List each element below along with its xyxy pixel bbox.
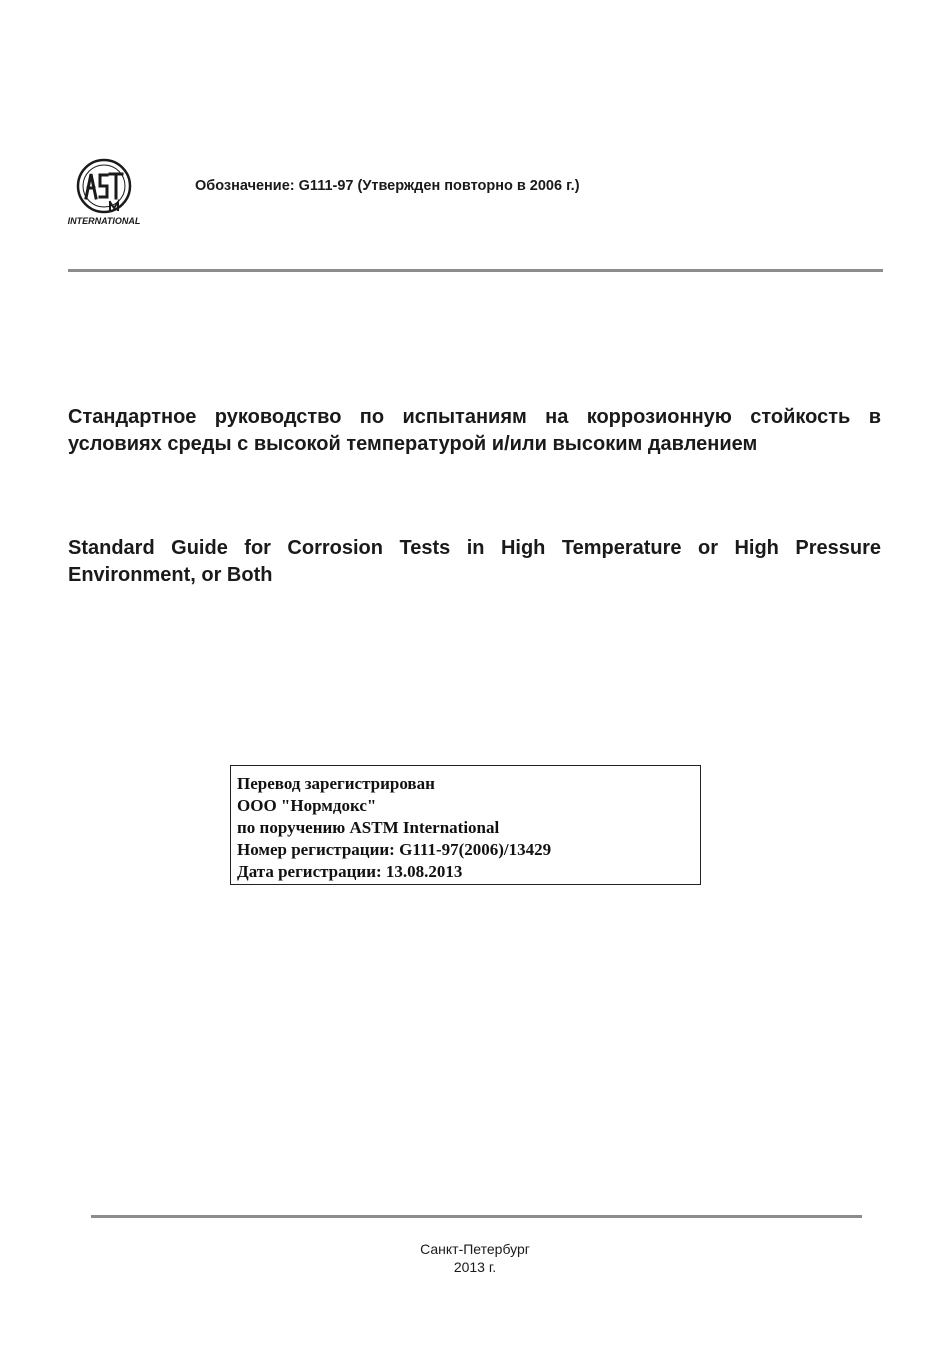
title-english bbox=[68, 535, 881, 589]
astm-logo-icon bbox=[64, 158, 144, 228]
registration-company: ООО "Нормдокс" bbox=[237, 796, 377, 815]
title-english-line-1: Standard Guide for Corrosion Tests in High Temperature or High Pressure bbox=[68, 537, 881, 559]
footer-year: 2013 г. bbox=[453, 1259, 497, 1275]
logo-text: INTERNATIONAL bbox=[67, 216, 141, 226]
title-russian bbox=[68, 404, 881, 458]
top-divider bbox=[68, 269, 883, 272]
document-designation: Обозначение: G111-97 (Утвержден повторно в 2006 г.) bbox=[195, 178, 580, 194]
title-russian-line-1: Стандартное руководство по испытаниям на коррозионную стойкость в bbox=[68, 406, 881, 428]
bottom-divider bbox=[91, 1215, 862, 1218]
astm-logo bbox=[64, 158, 144, 228]
registration-box bbox=[230, 765, 701, 885]
registration-status: Перевод зарегистрирован bbox=[237, 774, 435, 793]
footer bbox=[0, 1240, 950, 1276]
registration-commission: по поручению ASTM International bbox=[237, 818, 500, 837]
registration-number: Номер регистрации: G111-97(2006)/13429 bbox=[237, 840, 552, 859]
registration-date: Дата регистрации: 13.08.2013 bbox=[237, 862, 463, 881]
title-english-line-2: Environment, or Both bbox=[68, 564, 273, 586]
footer-city: Санкт-Петербург bbox=[420, 1241, 530, 1257]
title-russian-line-2: условиях среды с высокой температурой и/или высоким давлением bbox=[68, 433, 758, 455]
